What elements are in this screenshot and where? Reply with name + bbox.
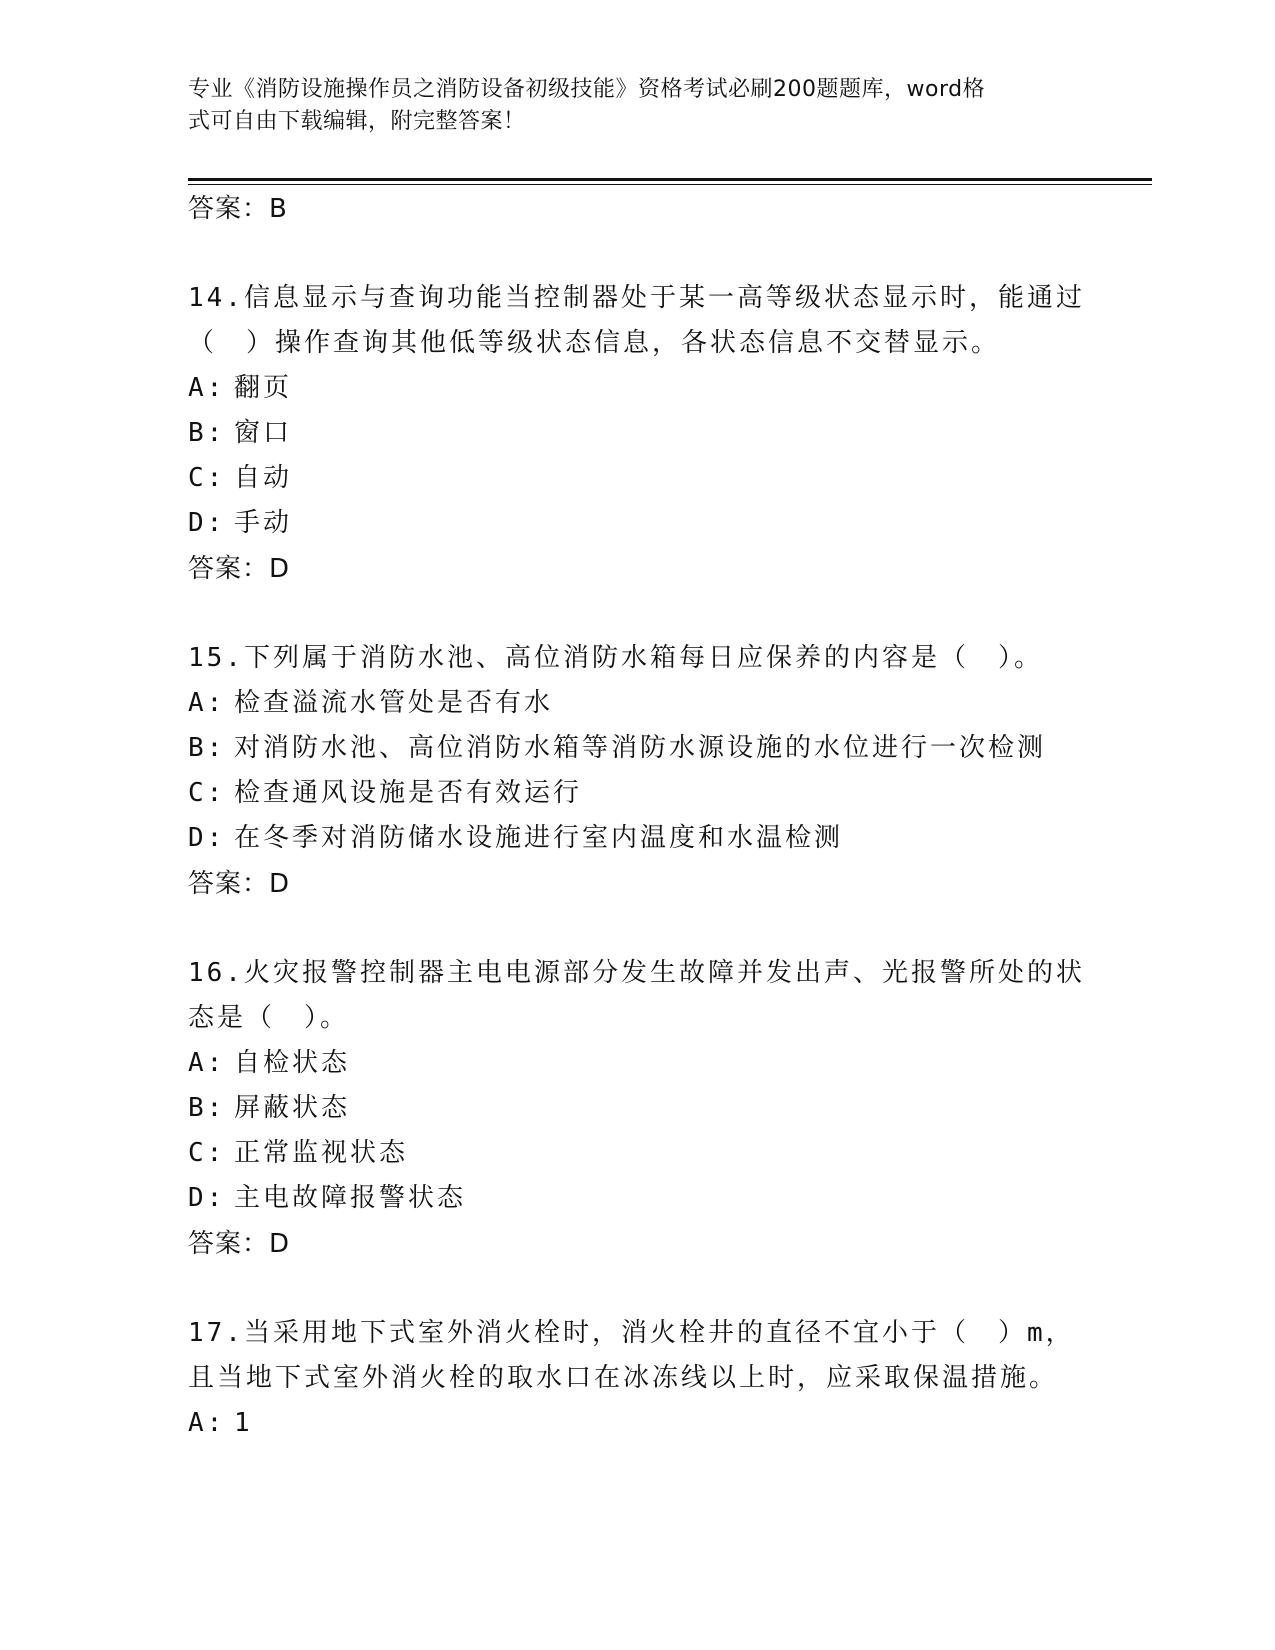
option-letter: A: [188, 1408, 226, 1438]
question-text-line: 态是（ ）。 [188, 1003, 350, 1033]
header-rule-thin [188, 184, 1152, 185]
option-letter: B: [188, 1093, 226, 1123]
option-letter: A: [188, 373, 226, 403]
option-c [188, 1131, 1088, 1176]
option-text: 1 [234, 1408, 253, 1438]
option-text: 翻页 [234, 373, 293, 403]
option-letter: D: [188, 823, 226, 853]
option-text: 检查溢流水管处是否有水 [234, 688, 554, 718]
option-text: 自动 [234, 463, 293, 493]
question-text-line: 15.下列属于消防水池、高位消防水箱每日应保养的内容是（ ）。 [188, 643, 1043, 673]
question-14 [188, 276, 1088, 366]
answer-line: 答案：D [188, 869, 291, 899]
option-text: 在冬季对消防储水设施进行室内温度和水温检测 [234, 823, 844, 853]
option-a [188, 366, 1088, 411]
option-d [188, 501, 1088, 546]
option-c [188, 771, 1088, 816]
option-b [188, 726, 1088, 771]
option-letter: B: [188, 418, 226, 448]
option-text: 手动 [234, 508, 293, 538]
question-list [188, 186, 1088, 1446]
option-letter: C: [188, 463, 226, 493]
option-a [188, 681, 1088, 726]
header-line-1: 专业《消防设施操作员之消防设备初级技能》资格考试必刷200题题库，word格 [188, 77, 986, 102]
question-text-line: 14.信息显示与查询功能当控制器处于某一高等级状态显示时，能通过 [188, 283, 1085, 313]
answer-line: 答案：D [188, 1229, 291, 1259]
option-text: 正常监视状态 [234, 1138, 409, 1168]
option-a [188, 1041, 1088, 1086]
question-16 [188, 951, 1088, 1041]
header-rule-thick [188, 178, 1152, 181]
option-text: 自检状态 [234, 1048, 351, 1078]
document-header [188, 74, 1088, 138]
option-letter: D: [188, 508, 226, 538]
question-text-line: 16.火灾报警控制器主电电源部分发生故障并发出声、光报警所处的状 [188, 958, 1085, 988]
option-a [188, 1401, 1088, 1446]
option-text: 窗口 [234, 418, 293, 448]
question-17 [188, 1311, 1088, 1401]
option-c [188, 456, 1088, 501]
option-d [188, 816, 1088, 861]
question-text-line: （ ）操作查询其他低等级状态信息，各状态信息不交替显示。 [188, 328, 1001, 358]
answer-line: 答案：B [188, 194, 288, 224]
option-letter: D: [188, 1183, 226, 1213]
option-text: 对消防水池、高位消防水箱等消防水源设施的水位进行一次检测 [234, 733, 1047, 763]
question-text-line: 且当地下式室外消火栓的取水口在冰冻线以上时，应采取保温措施。 [188, 1363, 1059, 1393]
header-line-2: 式可自由下载编辑，附完整答案！ [188, 109, 526, 134]
option-b [188, 411, 1088, 456]
option-d [188, 1176, 1088, 1221]
option-b [188, 1086, 1088, 1131]
option-text: 屏蔽状态 [234, 1093, 351, 1123]
answer-line: 答案：D [188, 554, 291, 584]
option-text: 检查通风设施是否有效运行 [234, 778, 583, 808]
question-15 [188, 636, 1088, 681]
question-text-line: 17.当采用地下式室外消火栓时，消火栓井的直径不宜小于（ ）m， [188, 1318, 1075, 1348]
option-letter: B: [188, 733, 226, 763]
option-letter: C: [188, 1138, 226, 1168]
option-letter: C: [188, 778, 226, 808]
option-text: 主电故障报警状态 [234, 1183, 467, 1213]
option-letter: A: [188, 1048, 226, 1078]
option-letter: A: [188, 688, 226, 718]
